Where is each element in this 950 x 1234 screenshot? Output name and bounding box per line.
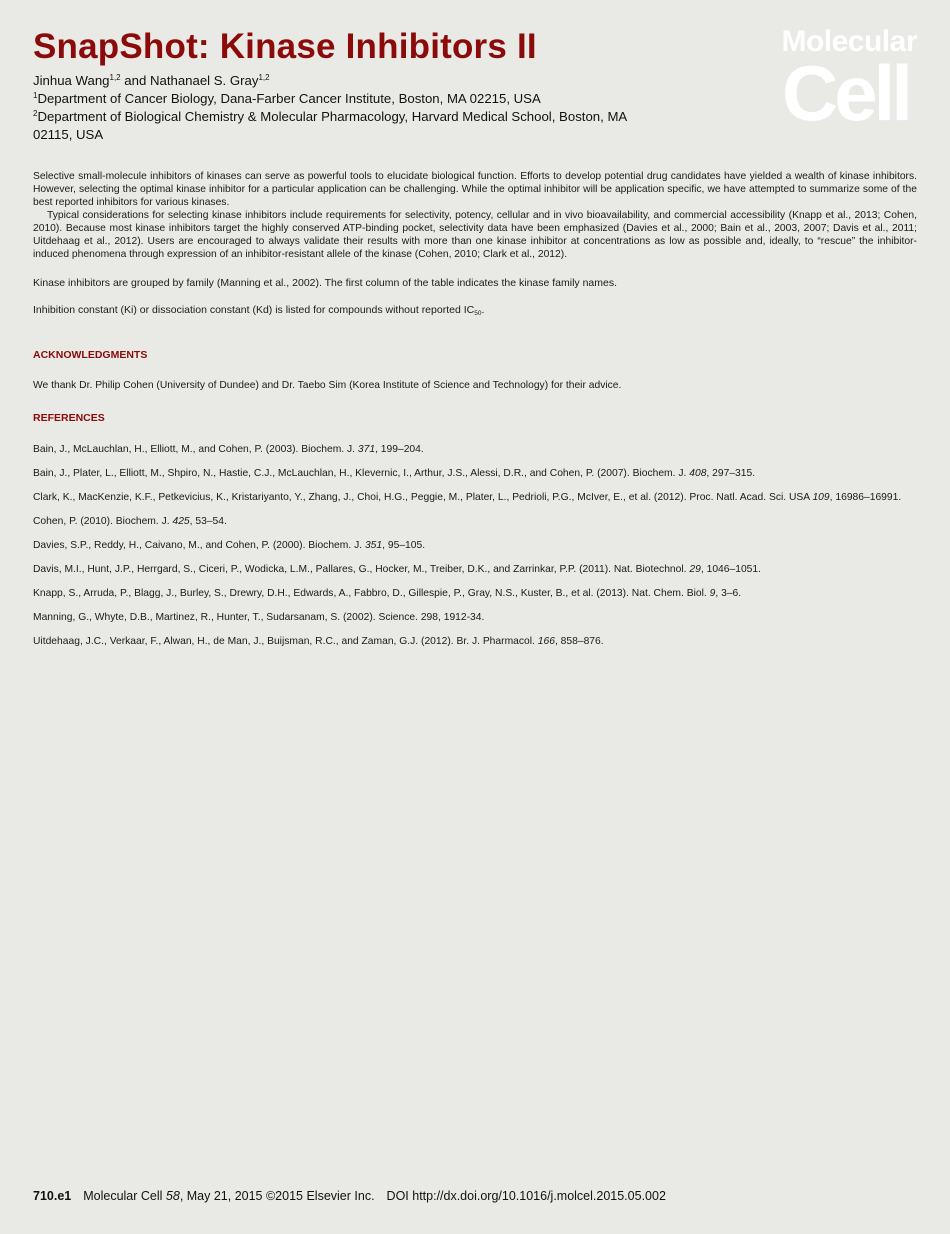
page-number: 710.e1	[33, 1189, 72, 1203]
reference-text: Bain, J., McLauchlan, H., Elliott, M., and Cohen, P. (2003). Biochem. J.	[33, 444, 358, 455]
reference-text: Clark, K., MacKenzie, K.F., Petkevicius, K., Kristariyanto, Y., Zhang, J., Choi, H.G., Peggie, M., Plater, L., Pedrioli, P.G., McIver, E., et al. (2012). Proc. Natl. Acad. Sci. USA	[33, 492, 813, 503]
reference-text: Manning, G., Whyte, D.B., Martinez, R., Hunter, T., Sudarsanam, S. (2002). Science. 298, 1912-34.	[33, 612, 485, 623]
reference-item	[33, 491, 917, 504]
ic50-note-text: Inhibition constant (Ki) or dissociation constant (Kd) is listed for compounds without reported IC	[33, 304, 475, 316]
reference-volume: 166	[537, 636, 555, 647]
author-name: Jinhua Wang	[33, 73, 110, 88]
reference-pages: , 95–105.	[382, 540, 426, 551]
journal-citation	[83, 1189, 374, 1203]
family-note: Kinase inhibitors are grouped by family (Manning et al., 2002). The first column of the table indicates the kinase family names.	[33, 277, 618, 289]
references-heading: REFERENCES	[33, 412, 105, 424]
acknowledgments-text: We thank Dr. Philip Cohen (University of Dundee) and Dr. Taebo Sim (Korea Institute of Science and Technology) for their advice.	[33, 380, 622, 391]
affiliation-marker: 1	[33, 91, 38, 100]
reference-volume: 425	[172, 516, 190, 527]
reference-text: Knapp, S., Arruda, P., Blagg, J., Burley, S., Drewry, D.H., Edwards, A., Fabbro, D., Gillespie, P., Gray, N.S., Kuster, B., et al. (2013). Nat. Chem. Biol.	[33, 588, 710, 599]
reference-volume: 29	[689, 564, 701, 575]
reference-item	[33, 467, 917, 480]
reference-pages: , 53–54.	[189, 516, 227, 527]
author-block	[33, 72, 653, 144]
author-name: Nathanael S. Gray	[149, 73, 259, 88]
intro-text	[33, 170, 917, 261]
reference-pages: , 297–315.	[706, 468, 756, 479]
author-conjunction: and	[120, 73, 150, 88]
affiliation-text: Department of Biological Chemistry & Molecular Pharmacology, Harvard Medical School, Boston, MA 02115, USA	[33, 109, 627, 142]
ic50-note	[33, 304, 917, 317]
reference-text: Cohen, P. (2010). Biochem. J.	[33, 516, 173, 527]
page-title: SnapShot: Kinase Inhibitors II	[33, 27, 537, 66]
reference-text: Davies, S.P., Reddy, H., Caivano, M., and Cohen, P. (2000). Biochem. J.	[33, 540, 365, 551]
reference-item	[33, 443, 917, 456]
reference-item	[33, 587, 917, 600]
ic50-note-end: .	[481, 304, 485, 316]
affiliation-2	[33, 108, 653, 144]
journal-date: , May 21, 2015 ©2015 Elsevier Inc.	[179, 1189, 375, 1203]
reference-item	[33, 563, 917, 576]
reference-volume: 371	[357, 444, 376, 455]
reference-item	[33, 515, 917, 528]
reference-item	[33, 611, 917, 624]
journal-logo	[777, 25, 917, 137]
logo-line-molecular: Molecular	[781, 25, 917, 58]
ic50-subscript: 50	[474, 310, 482, 317]
reference-pages: , 199–204.	[375, 444, 424, 455]
page-footer	[33, 1189, 666, 1203]
reference-volume: 9	[709, 588, 716, 599]
reference-volume: 109	[812, 492, 830, 503]
reference-pages: , 858–876.	[554, 636, 604, 647]
reference-text: Davis, M.I., Hunt, J.P., Herrgard, S., Ciceri, P., Wodicka, L.M., Pallares, G., Hocker, M., Treiber, D.K., and Zarrinkar, P.P. (2011). Nat. Biotechnol.	[33, 564, 690, 575]
author-affiliation-marker: 1,2	[109, 73, 121, 82]
affiliation-text: Department of Cancer Biology, Dana-Farber Cancer Institute, Boston, MA 02215, USA	[37, 91, 541, 106]
reference-volume: 351	[364, 540, 383, 551]
page	[33, 0, 917, 1234]
logo-line-cell: Cell	[781, 49, 909, 137]
intro-paragraph: Typical considerations for selecting kinase inhibitors include requirements for selectivity, potency, cellular and in vivo bioavailability, and commercial accessibility (Knapp et al., 2013; Cohen, 2010). Because most kinase inhibitors target the highly conserved ATP-binding pocket, selectivity data have been emphasized (Davies et al., 2000; Bain et al., 2003, 2007; Davis et al., 2011; Uitdehaag et al., 2012). Users are encouraged to always validate their results with more than one kinase inhibitor at concentrations as low as possible and, ideally, to “rescue” the inhibitor-induced phenomena through expression of an inhibitor-resistant allele of the kinase (Cohen, 2010; Clark et al., 2012).	[33, 210, 917, 260]
doi-link[interactable]: DOI http://dx.doi.org/10.1016/j.molcel.2015.05.002	[386, 1189, 666, 1203]
intro-paragraph: Selective small-molecule inhibitors of kinases can serve as powerful tools to elucidate biological function. Efforts to develop potential drug candidates have yielded a wealth of kinase inhibitors. However, selecting the optimal kinase inhibitor for a particular application can be challenging. While the optimal inhibitor will be application specific, we have attempted to summarize some of the best reported inhibitors for various kinases.	[33, 171, 917, 208]
reference-volume: 408	[689, 468, 707, 479]
reference-item	[33, 539, 917, 552]
author-line	[33, 72, 653, 90]
journal-name: Molecular Cell	[83, 1189, 166, 1203]
reference-pages: , 1046–1051.	[700, 564, 761, 575]
reference-pages: , 16986–16991.	[829, 492, 902, 503]
acknowledgments-heading: ACKNOWLEDGMENTS	[33, 349, 148, 361]
reference-pages: , 3–6.	[715, 588, 742, 599]
reference-item	[33, 635, 917, 648]
affiliation-marker: 2	[33, 109, 38, 118]
author-affiliation-marker: 1,2	[258, 73, 270, 82]
reference-list	[33, 443, 917, 659]
affiliation-1	[33, 90, 653, 108]
reference-text: Uitdehaag, J.C., Verkaar, F., Alwan, H., de Man, J., Buijsman, R.C., and Zaman, G.J. (2012). Br. J. Pharmacol.	[33, 636, 538, 647]
journal-volume: 58	[165, 1189, 180, 1203]
reference-text: Bain, J., Plater, L., Elliott, M., Shpiro, N., Hastie, C.J., McLauchlan, H., Klevernic, I., Arthur, J.S., Alessi, D.R., and Cohen, P. (2007). Biochem. J.	[33, 468, 690, 479]
